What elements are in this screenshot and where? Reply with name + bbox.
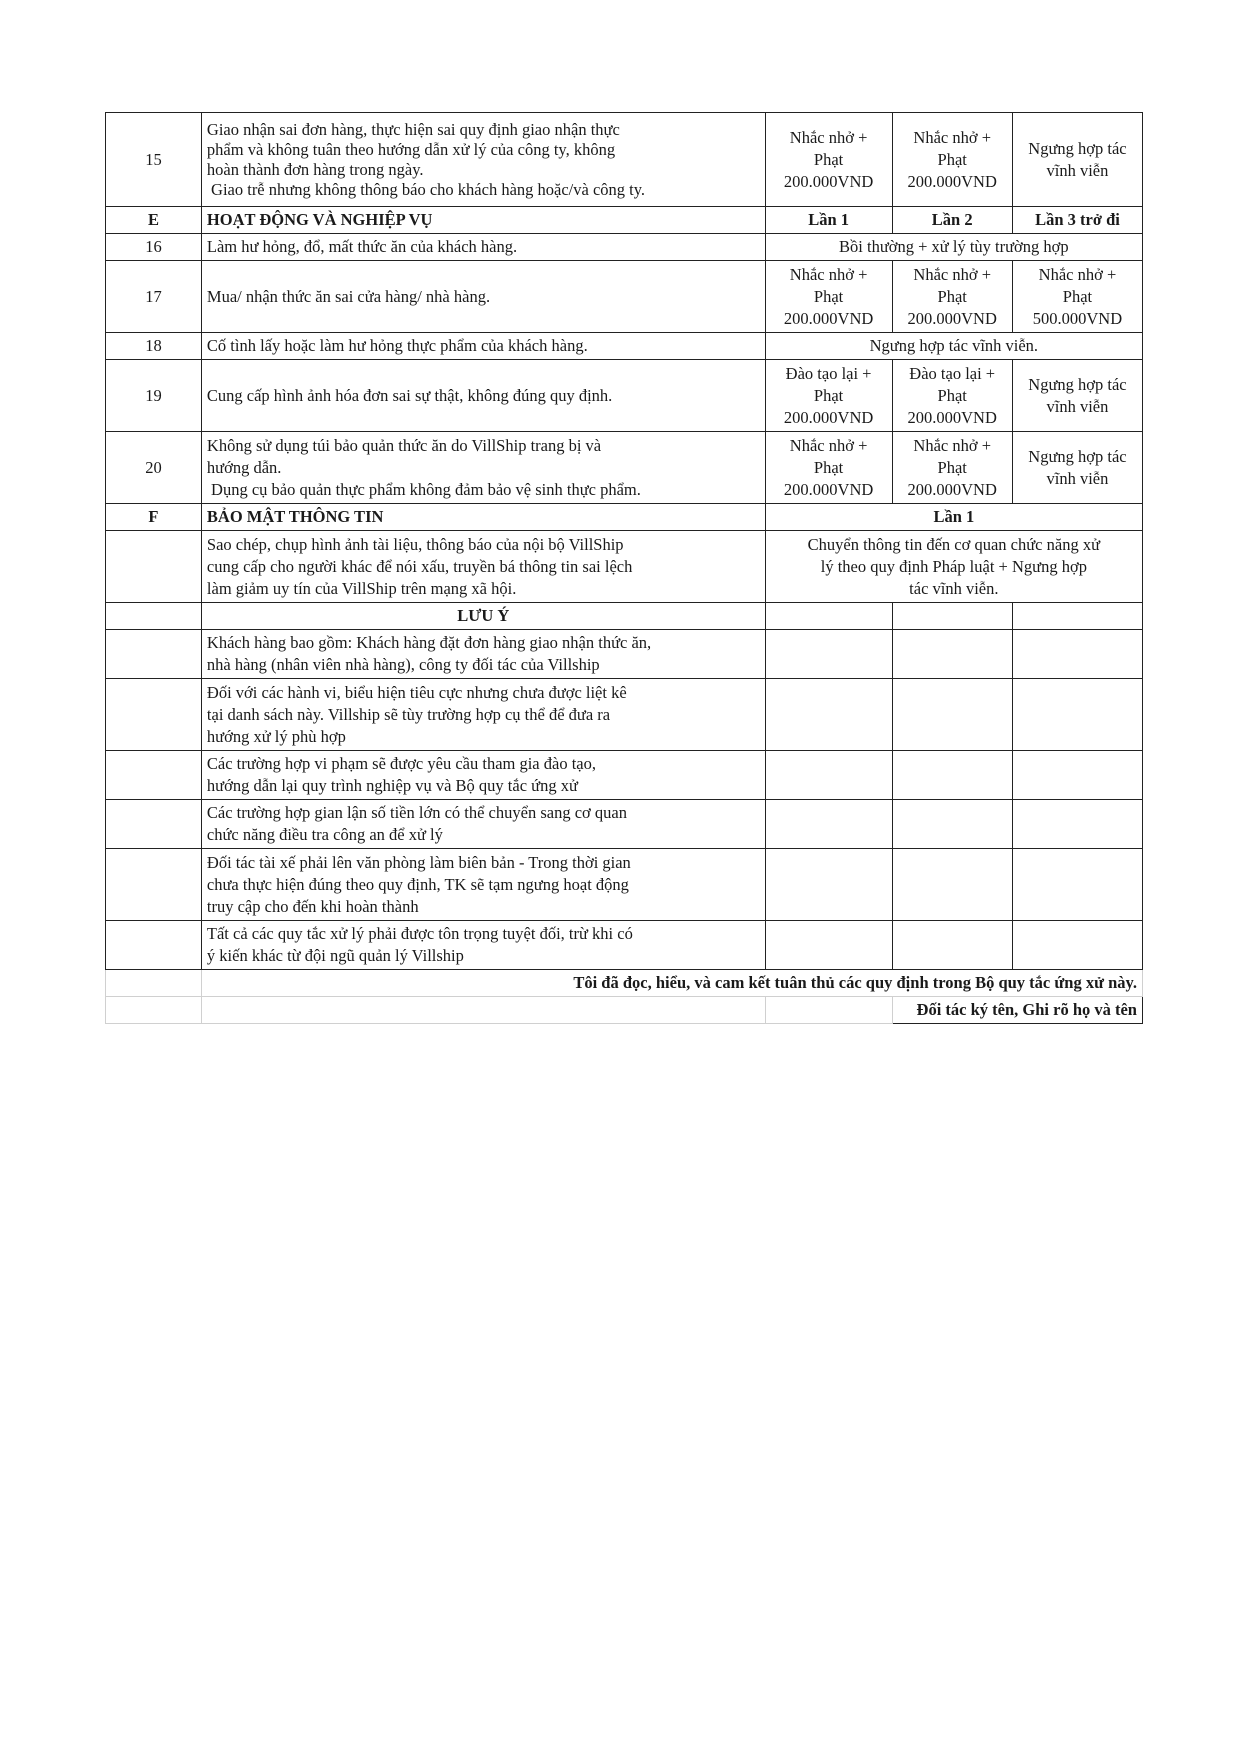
penalty-second: Nhắc nhở + Phạt 200.000VND (892, 432, 1012, 504)
row-number: 17 (106, 261, 202, 333)
notes-title: LƯU Ý (201, 603, 765, 630)
note-text: Các trường hợp gian lận số tiền lớn có thể chuyển sang cơ quan chức năng điều tra công an để xử lý (201, 800, 765, 849)
table-row-18 (106, 333, 1143, 360)
penalty-second: Nhắc nhở + Phạt 200.000VND (892, 113, 1012, 207)
penalty-first: Đào tạo lại + Phạt 200.000VND (765, 360, 892, 432)
penalty-first: Nhắc nhở + Phạt 200.000VND (765, 113, 892, 207)
row-number: 15 (106, 113, 202, 207)
table-row-17 (106, 261, 1143, 333)
section-title: BẢO MẬT THÔNG TIN (201, 504, 765, 531)
penalty-all: Chuyển thông tin đến cơ quan chức năng xử lý theo quy định Pháp luật + Ngưng hợp tác vĩnh viễn. (765, 531, 1142, 603)
penalty-second: Nhắc nhở + Phạt 200.000VND (892, 261, 1012, 333)
violation-description: Làm hư hỏng, đổ, mất thức ăn của khách hàng. (201, 234, 765, 261)
commitment-row (106, 970, 1143, 997)
note-item (106, 849, 1143, 921)
penalty-all: Ngưng hợp tác vĩnh viễn. (765, 333, 1142, 360)
signature-label: Đối tác ký tên, Ghi rõ họ và tên (892, 997, 1143, 1024)
section-code: F (106, 504, 202, 531)
section-code: E (106, 207, 202, 234)
row-number: 18 (106, 333, 202, 360)
note-text: Đối tác tài xế phải lên văn phòng làm biên bản - Trong thời gian chưa thực hiện đúng theo quy định, TK sẽ tạm ngưng hoạt động truy cập cho đến khi hoàn thành (201, 849, 765, 921)
notes-header (106, 603, 1143, 630)
violation-description: Mua/ nhận thức ăn sai cửa hàng/ nhà hàng. (201, 261, 765, 333)
penalty-third: Ngưng hợp tác vĩnh viễn (1012, 113, 1142, 207)
violation-description: Sao chép, chụp hình ảnh tài liệu, thông báo của nội bộ VillShip cung cấp cho người khác để nói xấu, truyền bá thông tin sai lệch làm giảm uy tín của VillShip trên mạng xã hội. (201, 531, 765, 603)
table-row-16 (106, 234, 1143, 261)
table-row-19 (106, 360, 1143, 432)
section-header-f (106, 504, 1143, 531)
column-heading-first: Lần 1 (765, 504, 1142, 531)
row-number (106, 531, 202, 603)
penalty-all: Bồi thường + xử lý tùy trường hợp (765, 234, 1142, 261)
violation-description: Cố tình lấy hoặc làm hư hỏng thực phẩm của khách hàng. (201, 333, 765, 360)
violation-description: Cung cấp hình ảnh hóa đơn sai sự thật, không đúng quy định. (201, 360, 765, 432)
code-of-conduct-table (105, 112, 1143, 1024)
penalty-third: Ngưng hợp tác vĩnh viễn (1012, 360, 1142, 432)
signature-row (106, 997, 1143, 1024)
section-header-e (106, 207, 1143, 234)
note-text: Khách hàng bao gồm: Khách hàng đặt đơn hàng giao nhận thức ăn, nhà hàng (nhân viên nhà hàng), công ty đối tác của Villship (201, 630, 765, 679)
penalty-third: Nhắc nhở + Phạt 500.000VND (1012, 261, 1142, 333)
note-text: Các trường hợp vi phạm sẽ được yêu cầu tham gia đào tạo, hướng dẫn lại quy trình nghiệp vụ và Bộ quy tắc ứng xử (201, 751, 765, 800)
violation-description: Giao nhận sai đơn hàng, thực hiện sai quy định giao nhận thực phẩm và không tuân theo hướng dẫn xử lý của công ty, không hoàn thành đơn hàng trong ngày. Giao trễ nhưng không thông báo cho khách hàng hoặc/và công ty. (201, 113, 765, 207)
note-item (106, 679, 1143, 751)
note-item (106, 630, 1143, 679)
note-item (106, 751, 1143, 800)
section-title: HOẠT ĐỘNG VÀ NGHIỆP VỤ (201, 207, 765, 234)
penalty-first: Nhắc nhở + Phạt 200.000VND (765, 432, 892, 504)
table-row-20 (106, 432, 1143, 504)
penalty-third: Ngưng hợp tác vĩnh viễn (1012, 432, 1142, 504)
note-text: Tất cả các quy tắc xử lý phải được tôn trọng tuyệt đối, trừ khi có ý kiến khác từ đội ngũ quản lý Villship (201, 921, 765, 970)
note-item (106, 921, 1143, 970)
row-number: 19 (106, 360, 202, 432)
note-item (106, 800, 1143, 849)
table-row-15 (106, 113, 1143, 207)
penalty-first: Nhắc nhở + Phạt 200.000VND (765, 261, 892, 333)
column-heading-third: Lần 3 trở đi (1012, 207, 1142, 234)
column-heading-first: Lần 1 (765, 207, 892, 234)
violation-description: Không sử dụng túi bảo quản thức ăn do VillShip trang bị và hướng dẫn. Dụng cụ bảo quản thực phẩm không đảm bảo vệ sinh thực phẩm. (201, 432, 765, 504)
row-number: 16 (106, 234, 202, 261)
note-text: Đối với các hành vi, biểu hiện tiêu cực nhưng chưa được liệt kê tại danh sách này. Villship sẽ tùy trường hợp cụ thể để đưa ra hướng xử lý phù hợp (201, 679, 765, 751)
penalty-second: Đào tạo lại + Phạt 200.000VND (892, 360, 1012, 432)
table-row-f1 (106, 531, 1143, 603)
column-heading-second: Lần 2 (892, 207, 1012, 234)
commitment-statement: Tôi đã đọc, hiểu, và cam kết tuân thủ các quy định trong Bộ quy tắc ứng xử này. (201, 970, 1142, 997)
row-number: 20 (106, 432, 202, 504)
